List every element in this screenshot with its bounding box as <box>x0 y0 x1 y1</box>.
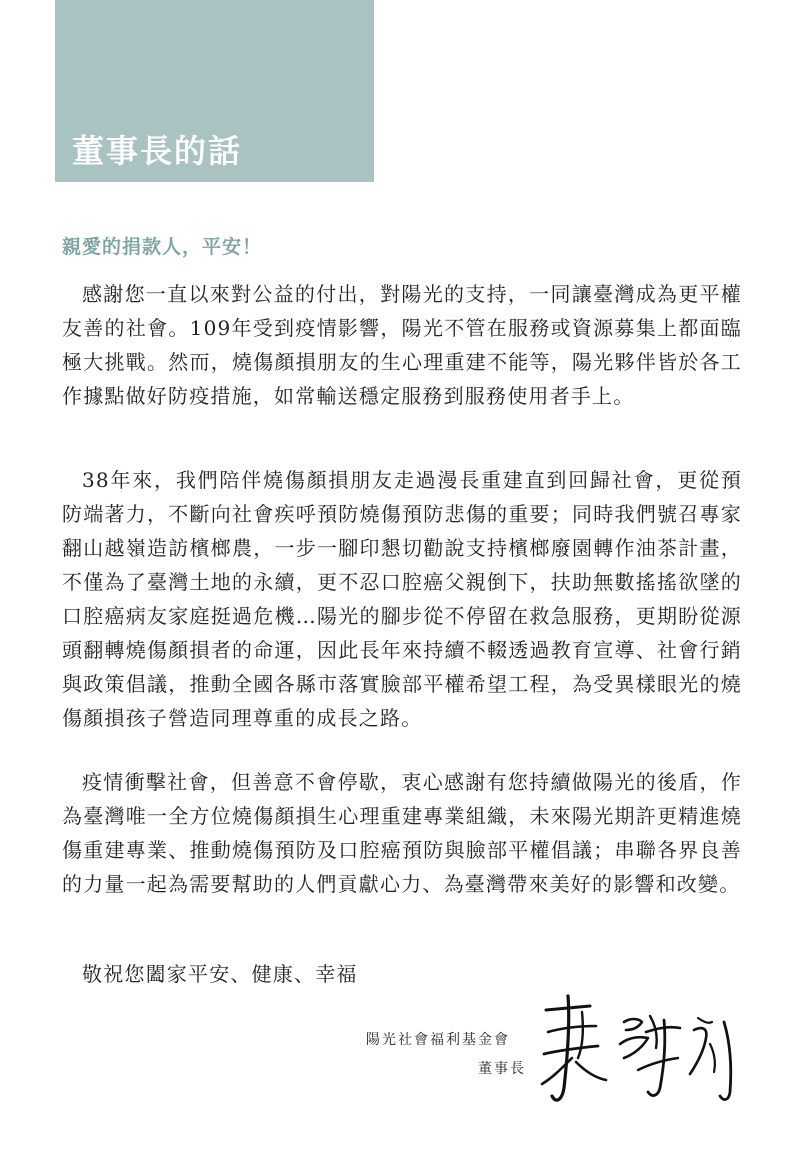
letter-paragraph-2: 38年來，我們陪伴燒傷顏損朋友走過漫長重建直到回歸社會，更從預防端著力，不斷向社會疾呼預防燒傷預防悲傷的重要；同時我們號召專家翻山越嶺造訪檳榔農，一步一腳印懇切勸說支持檳榔廢園轉作油茶計畫，不僅為了臺灣土地的永續，更不忍口腔癌父親倒下，扶助無數搖搖欲墜的口腔癌病友家庭挺過危機…陽光的腳步從不停留在救急服務，更期盼從源頭翻轉燒傷顏損者的命運，因此長年來持續不輟透過教育宣導、社會行銷與政策倡議，推動全國各縣市落實臉部平權希望工程，為受異樣眼光的燒傷顏損孩子營造同理尊重的成長之路。 <box>62 468 742 730</box>
letter-paragraph-3: 疫情衝擊社會，但善意不會停歇，衷心感謝有您持續做陽光的後盾，作為臺灣唯一全方位燒傷顏損生心理重建專業組織，未來陽光期許更精進燒傷重建專業、推動燒傷預防及口腔癌預防與臉部平權倡議；串聯各界良善的力量一起為需要幫助的人們貢獻心力、為臺灣帶來美好的影響和改變。 <box>62 770 742 896</box>
letter-salutation: 親愛的捐款人，平安！ <box>62 236 263 258</box>
signature-title: 董事長 <box>478 1061 526 1077</box>
letter-closing: 敬祝您闔家平安、健康、幸福 <box>82 962 358 986</box>
letter-paragraph-1: 感謝您一直以來對公益的付出，對陽光的支持，一同讓臺灣成為更平權友善的社會。109年受到疫情影響，陽光不管在服務或資源募集上都面臨極大挑戰。然而，燒傷顏損朋友的生心理重建不能等，陽光夥伴皆於各工作據點做好防疫措施，如常輸送穩定服務到服務使用者手上。 <box>62 282 742 408</box>
page-title: 董事長的話 <box>72 132 243 170</box>
handwritten-signature <box>538 992 748 1112</box>
signature-organization: 陽光社會福利基金會 <box>366 1032 510 1048</box>
